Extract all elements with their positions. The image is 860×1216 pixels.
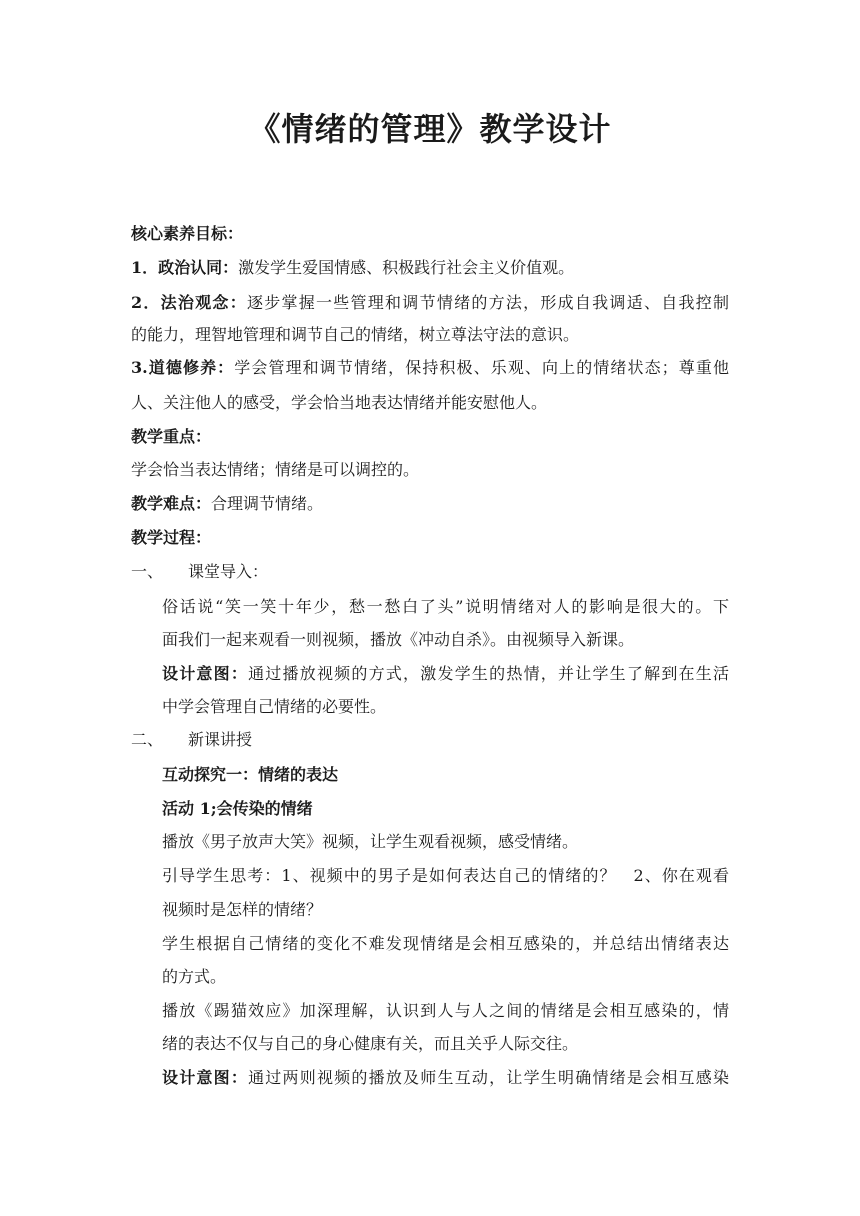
paragraph: 播放《男子放声大笑》视频，让学生观看视频，感受情绪。 — [162, 832, 579, 851]
goal-text: 逐步掌握一些管理和调节情绪的方法，形成自我调适、自我控制 — [246, 293, 729, 312]
section-title: 新课讲授 — [188, 730, 253, 749]
section-number: 一、 — [131, 562, 164, 581]
section-number: 二、 — [131, 730, 164, 749]
difficulty-label: 教学难点： — [131, 494, 212, 513]
document-title: 《情绪的管理》教学设计 — [248, 110, 612, 148]
goal-label: 3.道德修养： — [131, 358, 235, 377]
section-title: 课堂导入： — [188, 562, 269, 581]
paragraph: 播放《踢猫效应》加深理解，认识到人与人之间的情绪是会相互感染的，情 — [162, 1001, 729, 1020]
goal-item-legal — [131, 293, 729, 313]
difficulty-line — [131, 494, 323, 514]
design-intent-continued: 中学会管理自己情绪的必要性。 — [162, 697, 387, 716]
paragraph-continued: 面我们一起来观看一则视频，播放《冲动自杀》。由视频导入新课。 — [162, 630, 635, 649]
goals-heading: 核心素养目标： — [131, 224, 244, 243]
key-points-text: 学会恰当表达情绪；情绪是可以调控的。 — [131, 460, 420, 479]
process-heading: 教学过程： — [131, 528, 212, 547]
design-intent — [162, 1068, 729, 1088]
goal-item-moral — [131, 358, 729, 378]
goal-text: 激发学生爱国情感、积极践行社会主义价值观。 — [238, 258, 575, 277]
paragraph: 俗话说“笑一笑十年少，愁一愁白了头”说明情绪对人的影响是很大的。下 — [162, 597, 729, 616]
paragraph-continued: 视频时是怎样的情绪？ — [162, 900, 323, 919]
difficulty-text: 合理调节情绪。 — [211, 494, 324, 513]
design-intent-text: 通过两则视频的播放及师生互动，让学生明确情绪是会相互感染 — [248, 1068, 729, 1087]
goal-label: 2．法治观念： — [131, 293, 247, 312]
paragraph: 学生根据自己情绪的变化不难发现情绪是会相互感染的，并总结出情绪表达 — [162, 934, 729, 953]
section-heading-2 — [131, 730, 252, 750]
paragraph-continued: 的方式。 — [162, 967, 227, 986]
goal-text: 学会管理和调节情绪，保持积极、乐观、向上的情绪状态；尊重他 — [234, 358, 729, 377]
goal-item-political — [131, 258, 574, 278]
design-intent-label: 设计意图： — [162, 664, 249, 683]
goal-label: 1．政治认同： — [131, 258, 239, 277]
goal-text-continued: 人、关注他人的感受，学会恰当地表达情绪并能安慰他人。 — [131, 393, 548, 412]
design-intent — [162, 664, 729, 684]
inquiry-heading: 互动探究一：情绪的表达 — [162, 765, 339, 784]
goal-text-continued: 的能力，理智地管理和调节自己的情绪，树立尊法守法的意识。 — [131, 325, 580, 344]
design-intent-label: 设计意图： — [162, 1068, 249, 1087]
design-intent-text: 通过播放视频的方式，激发学生的热情，并让学生了解到在生活 — [248, 664, 729, 683]
activity-heading: 活动 1;会传染的情绪 — [162, 799, 313, 818]
key-points-heading: 教学重点： — [131, 427, 212, 446]
paragraph-continued: 绪的表达不仅与自己的身心健康有关，而且关乎人际交往。 — [162, 1034, 579, 1053]
paragraph: 引导学生思考：1、视频中的男子是如何表达自己的情绪的？ 2、你在观看 — [162, 866, 729, 885]
section-heading-1 — [131, 562, 268, 582]
